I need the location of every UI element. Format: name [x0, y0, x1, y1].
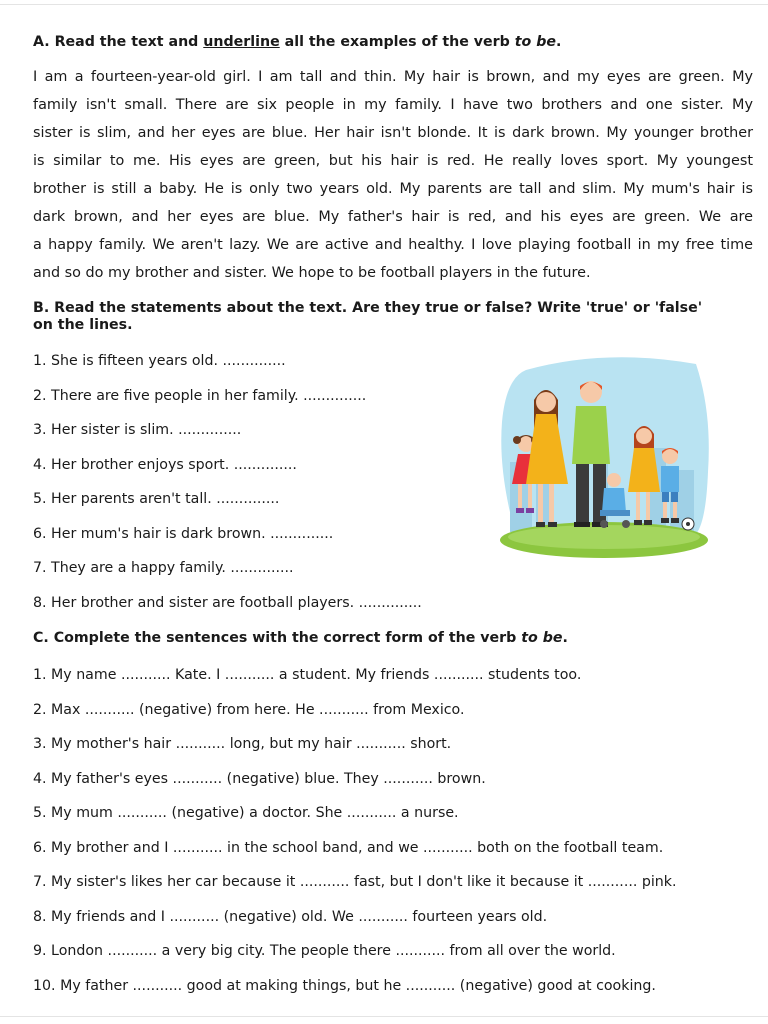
completion-item: 8. My friends and I ........... (negative) old. We ........... fourteen years old.: [33, 909, 548, 925]
true-false-item: 2. There are five people in her family. ..............: [33, 388, 367, 404]
completion-item: 5. My mum ........... (negative) a doctor. She ........... a nurse.: [33, 805, 459, 821]
completion-item: 1. My name ........... Kate. I ........... a student. My friends ........... students too.: [33, 667, 582, 683]
true-false-item: 5. Her parents aren't tall. ..............: [33, 491, 280, 507]
reading-line: sister is slim, and her eyes are blue. Her hair isn't blonde. It is dark brown. My younger brother: [33, 125, 753, 141]
reading-text: [33, 63, 753, 287]
reading-line: a happy family. We aren't lazy. We are active and healthy. I love playing football in my free time: [33, 237, 753, 253]
true-false-item: 4. Her brother enjoys sport. ..............: [33, 457, 297, 473]
section-c-verb: to be: [521, 630, 563, 646]
section-a-verb: to be: [514, 34, 557, 50]
true-false-item: 1. She is fifteen years old. ..............: [33, 353, 286, 369]
completion-item: 2. Max ........... (negative) from here. He ........... from Mexico.: [33, 702, 465, 718]
section-c-heading-text: C. Complete the sentences with the correct form of the verb: [33, 630, 522, 646]
completion-item: 9. London ........... a very big city. The people there ........... from all over the world.: [33, 943, 616, 959]
football-icon: [682, 518, 694, 530]
true-false-item: 6. Her mum's hair is dark brown. ..............: [33, 526, 334, 542]
completion-item: 3. My mother's hair ........... long, but my hair ........... short.: [33, 736, 452, 752]
true-false-item: 3. Her sister is slim. ..............: [33, 422, 242, 438]
completion-item: 6. My brother and I ........... in the school band, and we ........... both on the football team.: [33, 840, 664, 856]
section-c-heading: [33, 630, 753, 647]
true-false-item: 7. They are a happy family. ..............: [33, 560, 294, 576]
section-b-heading-line: on the lines.: [33, 317, 133, 333]
section-a-heading-mid: all the examples of the verb: [279, 34, 515, 50]
section-a-heading: [33, 34, 753, 51]
family-illustration: [496, 352, 712, 560]
top-divider: [0, 4, 768, 5]
section-a-heading-text: A. Read the text and: [33, 34, 204, 50]
bottom-divider: [0, 1016, 768, 1017]
reading-line: dark brown, and her eyes are blue. My father's hair is red, and his eyes are green. We are: [33, 209, 753, 225]
section-c-heading-end: .: [562, 630, 568, 646]
completion-item: 7. My sister's likes her car because it ........... fast, but I don't like it because it ........... pink.: [33, 874, 677, 890]
section-b-heading: [33, 300, 753, 334]
reading-line: and so do my brother and sister. We hope to be football players in the future.: [33, 265, 591, 281]
reading-line: family isn't small. There are six people in my family. I have two brothers and one sister. My: [33, 97, 753, 113]
reading-line: is similar to me. His eyes are green, but his hair is red. He really loves sport. My youngest: [33, 153, 753, 169]
section-a-underlined-word: underline: [203, 34, 280, 50]
true-false-item: 8. Her brother and sister are football players. ..............: [33, 595, 422, 611]
completion-item: 10. My father ........... good at making things, but he ........... (negative) good at cooking.: [33, 978, 656, 994]
completion-item: 4. My father's eyes ........... (negative) blue. They ........... brown.: [33, 771, 486, 787]
reading-line: I am a fourteen-year-old girl. I am tall and thin. My hair is brown, and my eyes are green. My: [33, 69, 753, 85]
section-b-heading-line: B. Read the statements about the text. Are they true or false? Write 'true' or 'false': [33, 300, 703, 316]
reading-line: brother is still a baby. He is only two years old. My parents are tall and slim. My mum's hair is: [33, 181, 753, 197]
section-a-heading-end: .: [556, 34, 562, 50]
